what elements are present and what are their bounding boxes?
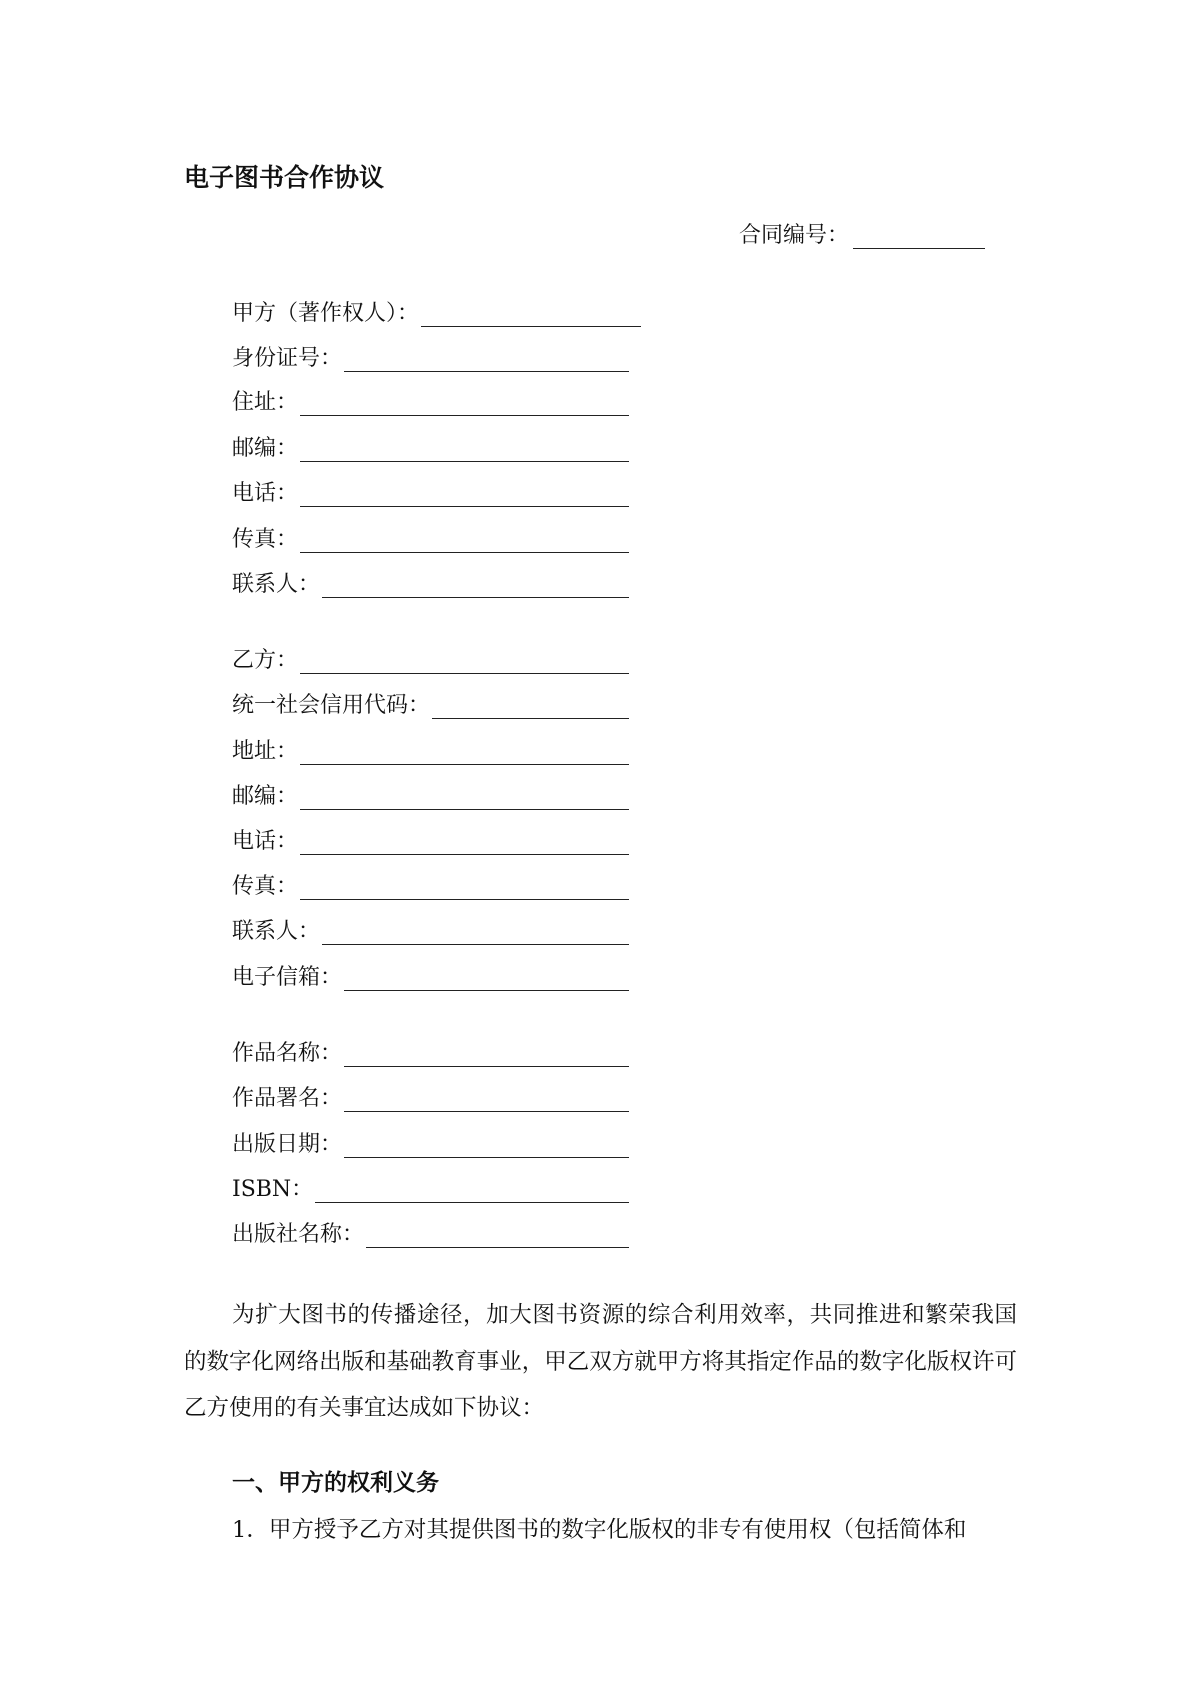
party-a-field — [232, 342, 629, 372]
field-blank[interactable] — [300, 832, 629, 855]
field-blank[interactable] — [300, 787, 629, 810]
field-blank[interactable] — [300, 742, 629, 765]
field-label: ISBN： — [232, 1177, 314, 1202]
party-b-field — [232, 735, 629, 765]
party-a-field — [232, 477, 629, 507]
field-blank[interactable] — [300, 651, 629, 674]
contract-number-label: 合同编号： — [739, 223, 850, 248]
field-blank[interactable] — [300, 484, 629, 507]
field-blank[interactable] — [300, 439, 629, 462]
work-field — [232, 1128, 629, 1158]
field-blank[interactable] — [344, 349, 629, 372]
contract-number — [739, 218, 985, 249]
party-a-field — [232, 432, 629, 462]
field-label: 联系人： — [232, 572, 321, 597]
section-heading: 一、甲方的权利义务 — [232, 1470, 439, 1496]
party-b-field — [232, 915, 629, 945]
field-label: 传真： — [232, 527, 299, 552]
field-label: 地址： — [232, 739, 299, 764]
field-label: 甲方（著作权人）： — [232, 301, 420, 326]
preamble-text: 为扩大图书的传播途径，加大图书资源的综合利用效率，共同推进和繁荣我国的数字化网络出版和基础教育事业，甲乙双方就甲方将其指定作品的数字化版权许可乙方使用的有关事宜达成如下协议： — [184, 1302, 1017, 1421]
field-blank[interactable] — [315, 1180, 629, 1203]
field-label: 联系人： — [232, 919, 321, 944]
field-label: 出版社名称： — [232, 1222, 365, 1247]
work-field — [232, 1173, 629, 1203]
field-label: 邮编： — [232, 436, 299, 461]
field-blank[interactable] — [322, 922, 629, 945]
field-label: 作品名称： — [232, 1041, 343, 1066]
field-blank[interactable] — [344, 968, 629, 991]
party-b-field — [232, 689, 629, 719]
field-blank[interactable] — [300, 877, 629, 900]
clause-1: 1．甲方授予乙方对其提供图书的数字化版权的非专有使用权（包括简体和 — [232, 1517, 967, 1543]
field-blank[interactable] — [300, 530, 629, 553]
field-label: 出版日期： — [232, 1132, 343, 1157]
party-a-field — [232, 523, 629, 553]
field-label: 身份证号： — [232, 346, 343, 371]
field-label: 统一社会信用代码： — [232, 693, 431, 718]
work-field — [232, 1037, 629, 1067]
field-label: 邮编： — [232, 784, 299, 809]
party-b-field — [232, 780, 629, 810]
field-label: 电话： — [232, 481, 299, 506]
work-field — [232, 1082, 629, 1112]
party-a-field — [232, 568, 629, 598]
party-b-field — [232, 870, 629, 900]
field-label: 住址： — [232, 390, 299, 415]
party-a-field — [232, 386, 629, 416]
field-blank[interactable] — [344, 1135, 629, 1158]
document-title: 电子图书合作协议 — [184, 163, 385, 192]
party-a-field — [232, 297, 641, 327]
field-blank[interactable] — [300, 393, 629, 416]
field-blank[interactable] — [322, 575, 629, 598]
field-blank[interactable] — [344, 1089, 629, 1112]
party-b-field — [232, 961, 629, 991]
party-b-field — [232, 644, 629, 674]
field-label: 传真： — [232, 874, 299, 899]
party-b-field — [232, 825, 629, 855]
field-blank[interactable] — [432, 696, 629, 719]
work-field — [232, 1218, 629, 1248]
field-label: 电话： — [232, 829, 299, 854]
preamble-paragraph — [184, 1292, 1017, 1432]
field-label: 作品署名： — [232, 1086, 343, 1111]
field-blank[interactable] — [344, 1044, 629, 1067]
field-blank[interactable] — [421, 304, 641, 327]
field-blank[interactable] — [366, 1225, 629, 1248]
field-label: 乙方： — [232, 648, 299, 673]
contract-number-blank[interactable] — [853, 226, 985, 249]
field-label: 电子信箱： — [232, 965, 343, 990]
